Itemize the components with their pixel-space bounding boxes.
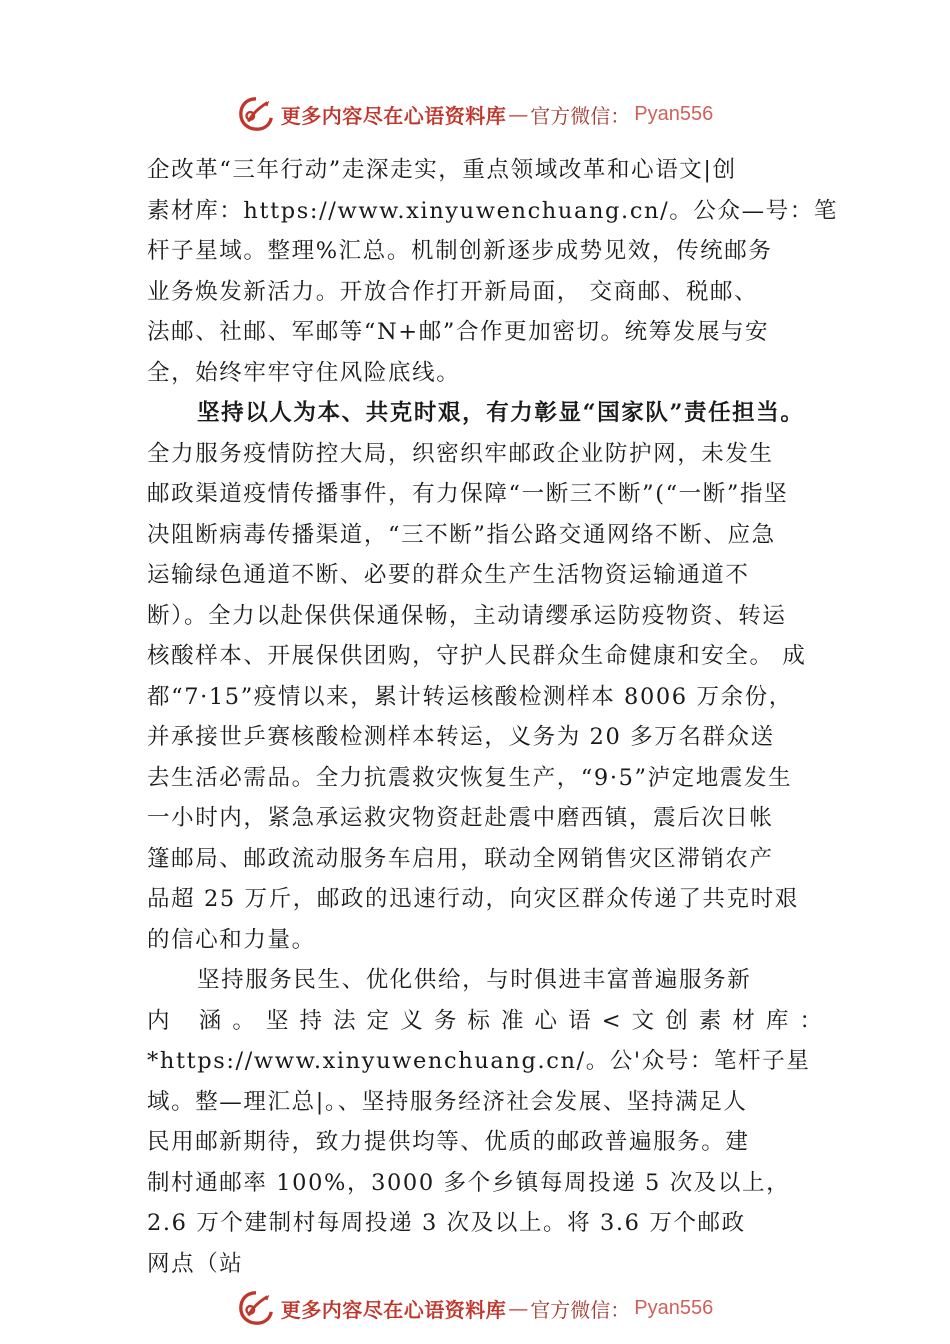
body-line: 2.6 万个建制村每周投递 3 次及以上。将 3.6 万个邮政 (147, 1210, 746, 1236)
body-line: 杆子星域。整理%汇总。机制创新逐步成势见效，传统邮务 (147, 238, 773, 264)
brush-logo-icon (237, 95, 275, 133)
body-line: 企改革“三年行动”走深走实，重点领域改革和心语文|创 (147, 157, 737, 183)
body-line: 的信心和力量。 (147, 926, 316, 953)
body-line: 断）。全力以赴保供保通保畅，主动请缨承运防疫物资、转运 (147, 602, 787, 629)
body-line: 民用邮新期待，致力提供均等、优质的邮政普遍服务。建 (147, 1129, 750, 1155)
body-line: 篷邮局、邮政流动服务车启用，联动全网销售灾区滞销农产 (147, 845, 774, 872)
header-wechat-id: Pyan556 (634, 102, 714, 125)
section-heading: 坚持以人为本、共克时艰，有力彰显“国家队”责任担当。 (197, 400, 805, 426)
paragraph-start-line: 坚持服务民生、优化供给，与时俱进丰富普遍服务新 (197, 967, 752, 993)
body-line: 法邮、社邮、军邮等“N+邮”合作更加密切。统筹发展与安 (147, 319, 770, 345)
body-line: 网点（站 (147, 1250, 244, 1277)
header-dash: — (508, 102, 529, 126)
body-line: 邮政渠道疫情传播事件，有力保障“一断三不断”(“一断”指坚 (147, 481, 789, 507)
document-body (147, 150, 838, 1284)
body-line: 制村通邮率 100%，3000 多个乡镇每周投递 5 次及以上， (147, 1169, 791, 1196)
header-banner (0, 94, 950, 134)
body-line: 全力服务疫情防控大局，织密织牢邮政企业防护网，未发生 (147, 440, 774, 467)
body-line: 并承接世乒赛核酸检测样本转运，义务为 20 多万名群众送 (147, 724, 775, 750)
body-line: 品超 25 万斤，邮政的迅速行动，向灾区群众传递了共克时艰 (147, 886, 799, 912)
body-line: 都“7·15”疫情以来，累计转运核酸检测样本 8006 万余份， (147, 683, 793, 710)
header-wechat-label: 官方微信： (530, 103, 631, 128)
body-line: 核酸样本、开展保供团购，守护人民群众生命健康和安全。 成 (147, 643, 807, 669)
header-title: 更多内容尽在心语资料库 (280, 103, 507, 128)
body-line: *https://www.xinyuwenchuang.cn/。公'众号：笔杆子星 (147, 1048, 811, 1074)
body-line: 一小时内，紧急承运救灾物资赶赴震中磨西镇，震后次日帐 (147, 805, 774, 831)
body-line: 全，始终牢牢守住风险底线。 (147, 359, 461, 386)
body-line: 素材库：https://www.xinyuwenchuang.cn/。公众—号：笔 (147, 197, 838, 224)
footer-title: 更多内容尽在心语资料库 (280, 1297, 507, 1322)
body-line: 决阻断病毒传播渠道，“三不断”指公路交通网络不断、应急 (147, 521, 776, 548)
brush-logo-icon (237, 1289, 275, 1327)
body-line: 域。整—理汇总|。、坚持服务经济社会发展、坚持满足人 (147, 1088, 748, 1115)
footer-dash: — (508, 1296, 529, 1320)
footer-wechat-label: 官方微信： (530, 1297, 631, 1322)
body-line: 去生活必需品。全力抗震救灾恢复生产，“9·5”泸定地震发生 (147, 764, 793, 791)
body-line: 内 涵。坚持法定义务标准心语<文创素材库： (147, 1007, 822, 1034)
body-line: 运输绿色通道不断、必要的群众生产生活物资运输通道不 (147, 562, 750, 588)
footer-wechat-id: Pyan556 (634, 1296, 714, 1319)
footer-banner (0, 1288, 950, 1328)
body-line: 业务焕发新活力。开放合作打开新局面， 交商邮、税邮、 (147, 278, 759, 305)
